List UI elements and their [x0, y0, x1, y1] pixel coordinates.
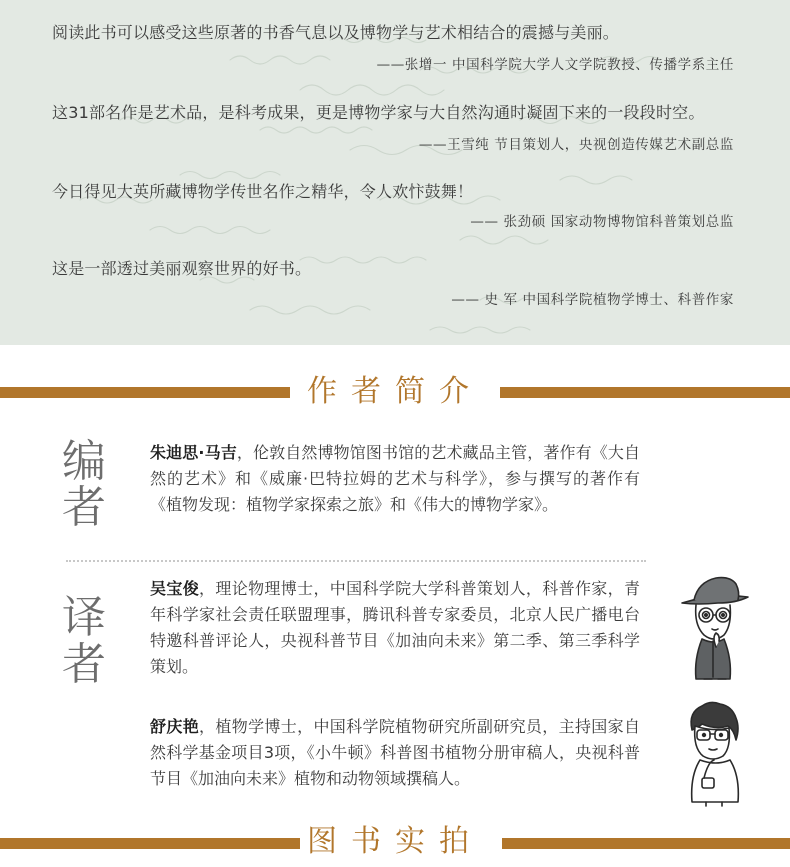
quote-text: 这是一部透过美丽观察世界的好书。	[52, 259, 312, 278]
quote-attribution: —— 史 军 中国科学院植物学博士、科普作家	[451, 292, 734, 308]
quote-attribution: —— 张劲硕 国家动物博物馆科普策划总监	[470, 214, 734, 230]
editor-bio-text: ，伦敦自然博物馆图书馆的艺术藏品主管，著作有《大自然的艺术》和《威廉·巴特拉姆的艺术与科学》，参与撰写的著作有《植物发现：植物学家探索之旅》和《伟大的博物学家》。	[150, 443, 640, 514]
quote-item	[52, 259, 742, 308]
quote-text: 今日得见大英所藏博物学传世名作之精华，令人欢忭鼓舞！	[52, 182, 474, 201]
dotted-divider	[66, 560, 646, 562]
author-intro-header	[0, 372, 790, 412]
translator-role-label: 者	[62, 639, 106, 690]
section-title: 图书实拍	[307, 824, 483, 859]
translator-portrait-illustration	[680, 696, 750, 808]
endorsement-quotes-panel	[0, 0, 790, 345]
editor-role-label: 者	[62, 482, 106, 533]
translator-name: 舒庆艳	[150, 717, 200, 736]
quote-item	[52, 103, 742, 153]
translator-name: 吴宝俊	[150, 579, 200, 598]
translator-bio-text: ，理论物理博士，中国科学院大学科普策划人，科普作家，青年科学家社会责任联盟理事，腾讯科普专家委员，北京人民广播电台特邀科普评论人，央视科普节目《加油向未来》第二季、第三季科学策划。	[150, 579, 640, 676]
quote-attribution: ——王雪纯 节目策划人，央视创造传媒艺术副总监	[418, 137, 734, 153]
editor-bio	[150, 440, 640, 518]
translator-role-label: 译	[62, 592, 106, 643]
editor-role-label: 编	[62, 436, 106, 487]
section-title: 作者简介	[307, 374, 483, 409]
book-photos-header	[0, 822, 790, 862]
translator-portrait-illustration	[676, 573, 752, 685]
quote-item	[52, 182, 742, 230]
quote-attribution: ——张增一 中国科学院大学人文学院教授、传播学系主任	[376, 57, 734, 73]
translator-bio	[150, 576, 640, 680]
editor-name: 朱迪思·马吉	[150, 443, 237, 462]
quote-text: 阅读此书可以感受这些原著的书香气息以及博物学与艺术相结合的震撼与美丽。	[52, 23, 620, 42]
translator-bio	[150, 714, 640, 792]
translator-bio-text: ，植物学博士，中国科学院植物研究所副研究员，主持国家自然科学基金项目3项，《小牛顿》科普图书植物分册审稿人，央视科普节目《加油向未来》植物和动物领域撰稿人。	[150, 717, 640, 788]
quote-text: 这31部名作是艺术品，是科考成果，更是博物学家与大自然沟通时凝固下来的一段段时空。	[52, 103, 705, 122]
quote-item	[52, 23, 742, 73]
